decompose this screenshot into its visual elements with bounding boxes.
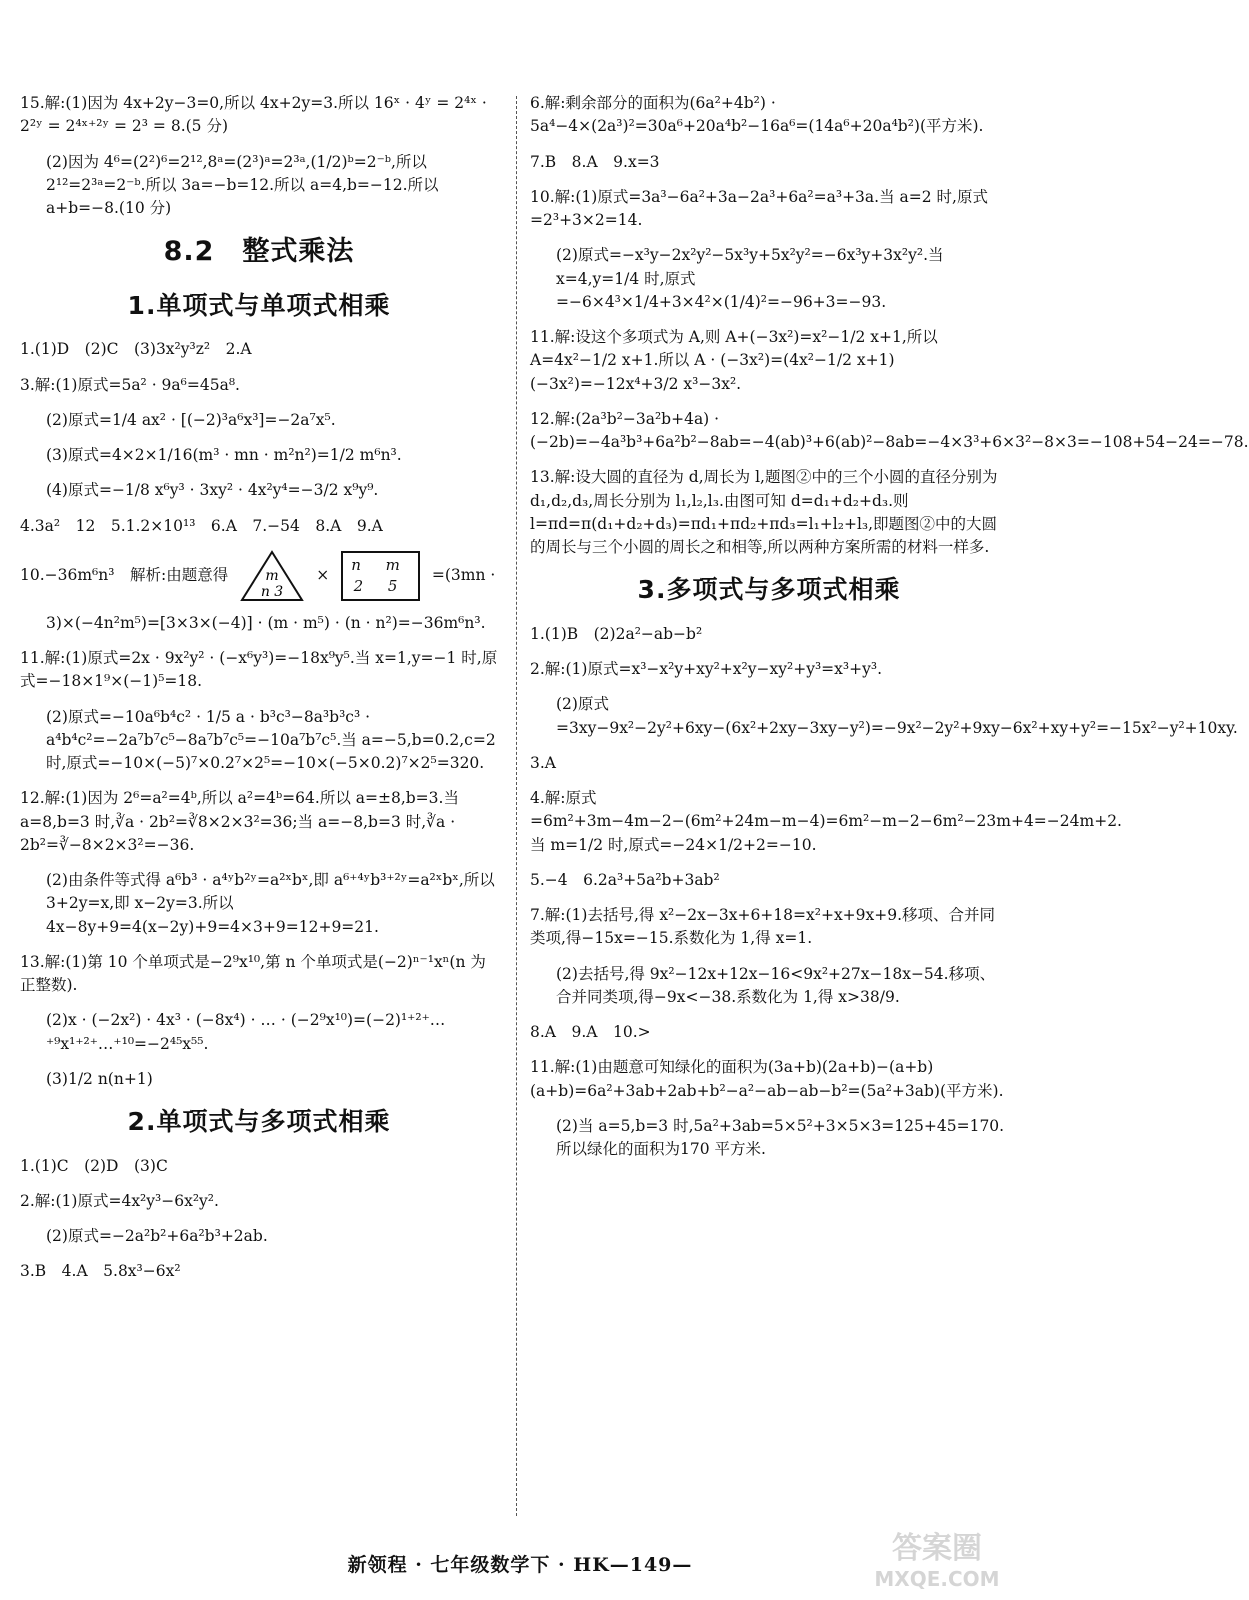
s3-answer-2a: 2.解:(1)原式=x³−x²y+xy²+x²y−xy²+y³=x³+y³. [530, 660, 882, 678]
s3-answer-11b: (2)当 a=5,b=3 时,5a²+3ab=5×5²+3×5×3=125+45=170.所以绿化的面积为170 平方米. [556, 1116, 1005, 1158]
square-row-2: 2 5 [353, 576, 408, 595]
square-figure [341, 551, 420, 601]
s3-answer-4: 4.解:原式=6m²+3m−4m−2−(6m²+24m−m−4)=6m²−m−2−6m²−23m+4=−24m+2.当 m=1/2 时,原式=−24×1/2+2=−10. [530, 789, 1122, 854]
left-column [20, 92, 498, 1296]
triangle-figure [240, 550, 304, 602]
s2-answer-2a: 2.解:(1)原式=4x²y³−6x²y². [20, 1191, 219, 1210]
s3-answer-1: 1.(1)B (2)2a²−ab−b² [530, 624, 703, 643]
answer-15b: (2)因为 4⁶=(2²)⁶=2¹²,8ᵃ=(2³)ᵃ=2³ᵃ,(1/2)ᵇ=2⁻ᵇ,所以 2¹²=2³ᵃ=2⁻ᵇ.所以 3a=−b=12.所以 a=4,b=−12.所以 a+b=−8.(10 分) [46, 152, 439, 217]
answer-r13: 13.解:设大圆的直径为 d,周长为 l,题图②中的三个小圆的直径分别为 d₁,d₂,d₃,周长分别为 l₁,l₂,l₃.由图可知 d=d₁+d₂+d₃.则 l=πd=π(d₁+d₂+d₃)=πd₁+πd₂+πd₃=l₁+l₂+l₃,即题图②中的大圆的周长与三个小圆的周长之和相等,所以两种方案所需的材料一样多. [530, 468, 998, 556]
section-2-title: 2.单项式与多项式相乘 [127, 1107, 391, 1136]
answer-3b: (2)原式=1/4 ax² · [(−2)³a⁶x³]=−2a⁷x⁵. [46, 410, 336, 429]
answer-11a: 11.解:(1)原式=2x · 9x²y² · (−x⁶y³)=−18x⁹y⁵.当 x=1,y=−1 时,原式=−18×1⁹×(−1)⁵=18. [20, 649, 498, 691]
s2-answer-3-5: 3.B 4.A 5.8x³−6x² [20, 1262, 181, 1281]
watermark-line-1: 答案圈 [892, 1531, 982, 1566]
answer-r10a: 10.解:(1)原式=3a³−6a²+3a−2a³+6a²=a³+3a.当 a=2 时,原式=2³+3×2=14. [530, 187, 988, 229]
triangle-top-label: m [265, 567, 279, 584]
answer-13c: (3)1/2 n(n+1) [46, 1069, 153, 1088]
answer-r7-9: 7.B 8.A 9.x=3 [530, 152, 660, 171]
answer-r6: 6.解:剩余部分的面积为(6a²+4b²) · 5a⁴−4×(2a³)²=30a⁶+20a⁴b²−16a⁶=(14a⁶+20a⁴b²)(平方米). [530, 94, 984, 136]
s3-answer-7b: (2)去括号,得 9x²−12x+12x−16<9x²+27x−18x−54.移项、合并同类项,得−9x<−38.系数化为 1,得 x>38/9. [556, 964, 996, 1006]
s3-answer-3: 3.A [530, 753, 556, 772]
watermark-line-2: MXQE.COM [874, 1567, 1000, 1591]
right-column [530, 92, 1249, 1173]
answer-r12: 12.解:(2a³b²−3a²b+4a) · (−2b)=−4a³b³+6a²b²−8ab=−4(ab)³+6(ab)²−8ab=−4×3³+6×3²−8×3=−108+54−24=−78. [530, 409, 1249, 451]
section-1-title: 1.单项式与单项式相乘 [127, 290, 391, 320]
answer-r10b: (2)原式=−x³y−2x²y²−5x³y+5x²y²=−6x³y+3x²y².当 x=4,y=1/4 时,原式=−6×4³×1/4+3×4²×(1/4)²=−96+3=−93. [556, 246, 944, 311]
answer-4-9: 4.3a² 12 5.1.2×10¹³ 6.A 7.−54 8.A 9.A [20, 516, 383, 535]
column-divider [516, 96, 517, 1516]
answer-10-tail: =(3mn · [431, 566, 496, 585]
section-3-title: 3.多项式与多项式相乘 [637, 575, 901, 605]
s3-answer-5-6: 5.−4 6.2a³+5a²b+3ab² [530, 870, 720, 889]
answer-12b: (2)由条件等式得 a⁶b³ · a⁴ʸb²ʸ=a²ˣbˣ,即 a⁶⁺⁴ʸb³⁺²ʸ=a²ˣbˣ,所以 3+2y=x,即 x−2y=3.所以 4x−8y+9=4(x−2y)+9=4×3+9=12+9=21. [46, 871, 495, 936]
answer-1: 1.(1)D (2)C (3)3x²y³z² 2.A [20, 340, 252, 359]
answer-13a: 13.解:(1)第 10 个单项式是−2⁹x¹⁰,第 n 个单项式是(−2)ⁿ⁻¹xⁿ(n 为正整数). [20, 952, 486, 994]
square-row-1: n m [351, 555, 410, 574]
s2-answer-2b: (2)原式=−2a²b²+6a²b³+2ab. [46, 1227, 268, 1245]
section-8-2-title: 8.2 整式乘法 [163, 236, 355, 268]
answer-10b: 3)×(−4n²m⁵)=[3×3×(−4)] · (m · m⁵) · (n · n²)=−36m⁶n³. [46, 613, 486, 632]
answer-r11: 11.解:设这个多项式为 A,则 A+(−3x²)=x²−1/2 x+1,所以 A=4x²−1/2 x+1.所以 A · (−3x²)=(4x²−1/2 x+1)(−3x²)=−12x⁴+3/2 x³−3x². [530, 328, 938, 393]
times-sign: × [316, 566, 330, 585]
answer-13b: (2)x · (−2x²) · 4x³ · (−8x⁴) · … · (−2⁹x¹⁰)=(−2)¹⁺²⁺…⁺⁹x¹⁺²⁺…⁺¹⁰=−2⁴⁵x⁵⁵. [46, 1011, 446, 1053]
answer-10-lead: 10.−36m⁶n³ 解析:由题意得 [20, 566, 229, 585]
watermark-logo [842, 1524, 1032, 1594]
answer-12a: 12.解:(1)因为 2⁶=a²=4ᵇ,所以 a²=4ᵇ=64.所以 a=±8,b=3.当 a=8,b=3 时,∛a · 2b²=∛8×2×3²=36;当 a=−8,b=3 时,∛a · 2b²=∛−8×2×3²=−36. [20, 789, 459, 854]
page-footer: 新领程 · 七年级数学下 · HK—149— [347, 1554, 693, 1576]
s3-answer-7a: 7.解:(1)去括号,得 x²−2x−3x+6+18=x²+x+9x+9.移项、合并同类项,得−15x=−15.系数化为 1,得 x=1. [530, 906, 996, 948]
answer-3a: 3.解:(1)原式=5a² · 9a⁶=45a⁸. [20, 375, 240, 394]
answer-3c: (3)原式=4×2×1/16(m³ · mn · m²n²)=1/2 m⁶n³. [46, 446, 402, 464]
triangle-bottom-label: n 3 [261, 583, 284, 600]
s3-answer-8-10: 8.A 9.A 10.> [530, 1023, 651, 1041]
answer-11b: (2)原式=−10a⁶b⁴c² · 1/5 a · b³c³−8a³b³c³ · a⁴b⁴c²=−2a⁷b⁷c⁵−8a⁷b⁷c⁵=−10a⁷b⁷c⁵.当 a=−5,b=0.2,c=2 时,原式=−10×(−5)⁷×0.2⁷×2⁵=−10×(−5×0.2)⁷×2⁵=320. [46, 707, 496, 772]
s2-answer-1: 1.(1)C (2)D (3)C [20, 1156, 168, 1175]
s3-answer-11a: 11.解:(1)由题意可知绿化的面积为(3a+b)(2a+b)−(a+b)(a+b)=6a²+3ab+2ab+b²−a²−ab−ab−b²=(5a²+3ab)(平方米). [530, 1058, 1004, 1100]
answer-10-figure-row [20, 550, 498, 602]
s3-answer-2b: (2)原式=3xy−9x²−2y²+6xy−(6x²+2xy−3xy−y²)=−9x²−2y²+9xy−6x²+xy+y²=−15x²−y²+10xy. [556, 695, 1238, 737]
answer-15a: 15.解:(1)因为 4x+2y−3=0,所以 4x+2y=3.所以 16ˣ · 4ʸ = 2⁴ˣ · 2²ʸ = 2⁴ˣ⁺²ʸ = 2³ = 8.(5 分) [20, 94, 487, 136]
answer-3d: (4)原式=−1/8 x⁶y³ · 3xy² · 4x²y⁴=−3/2 x⁹y⁹. [46, 481, 379, 500]
